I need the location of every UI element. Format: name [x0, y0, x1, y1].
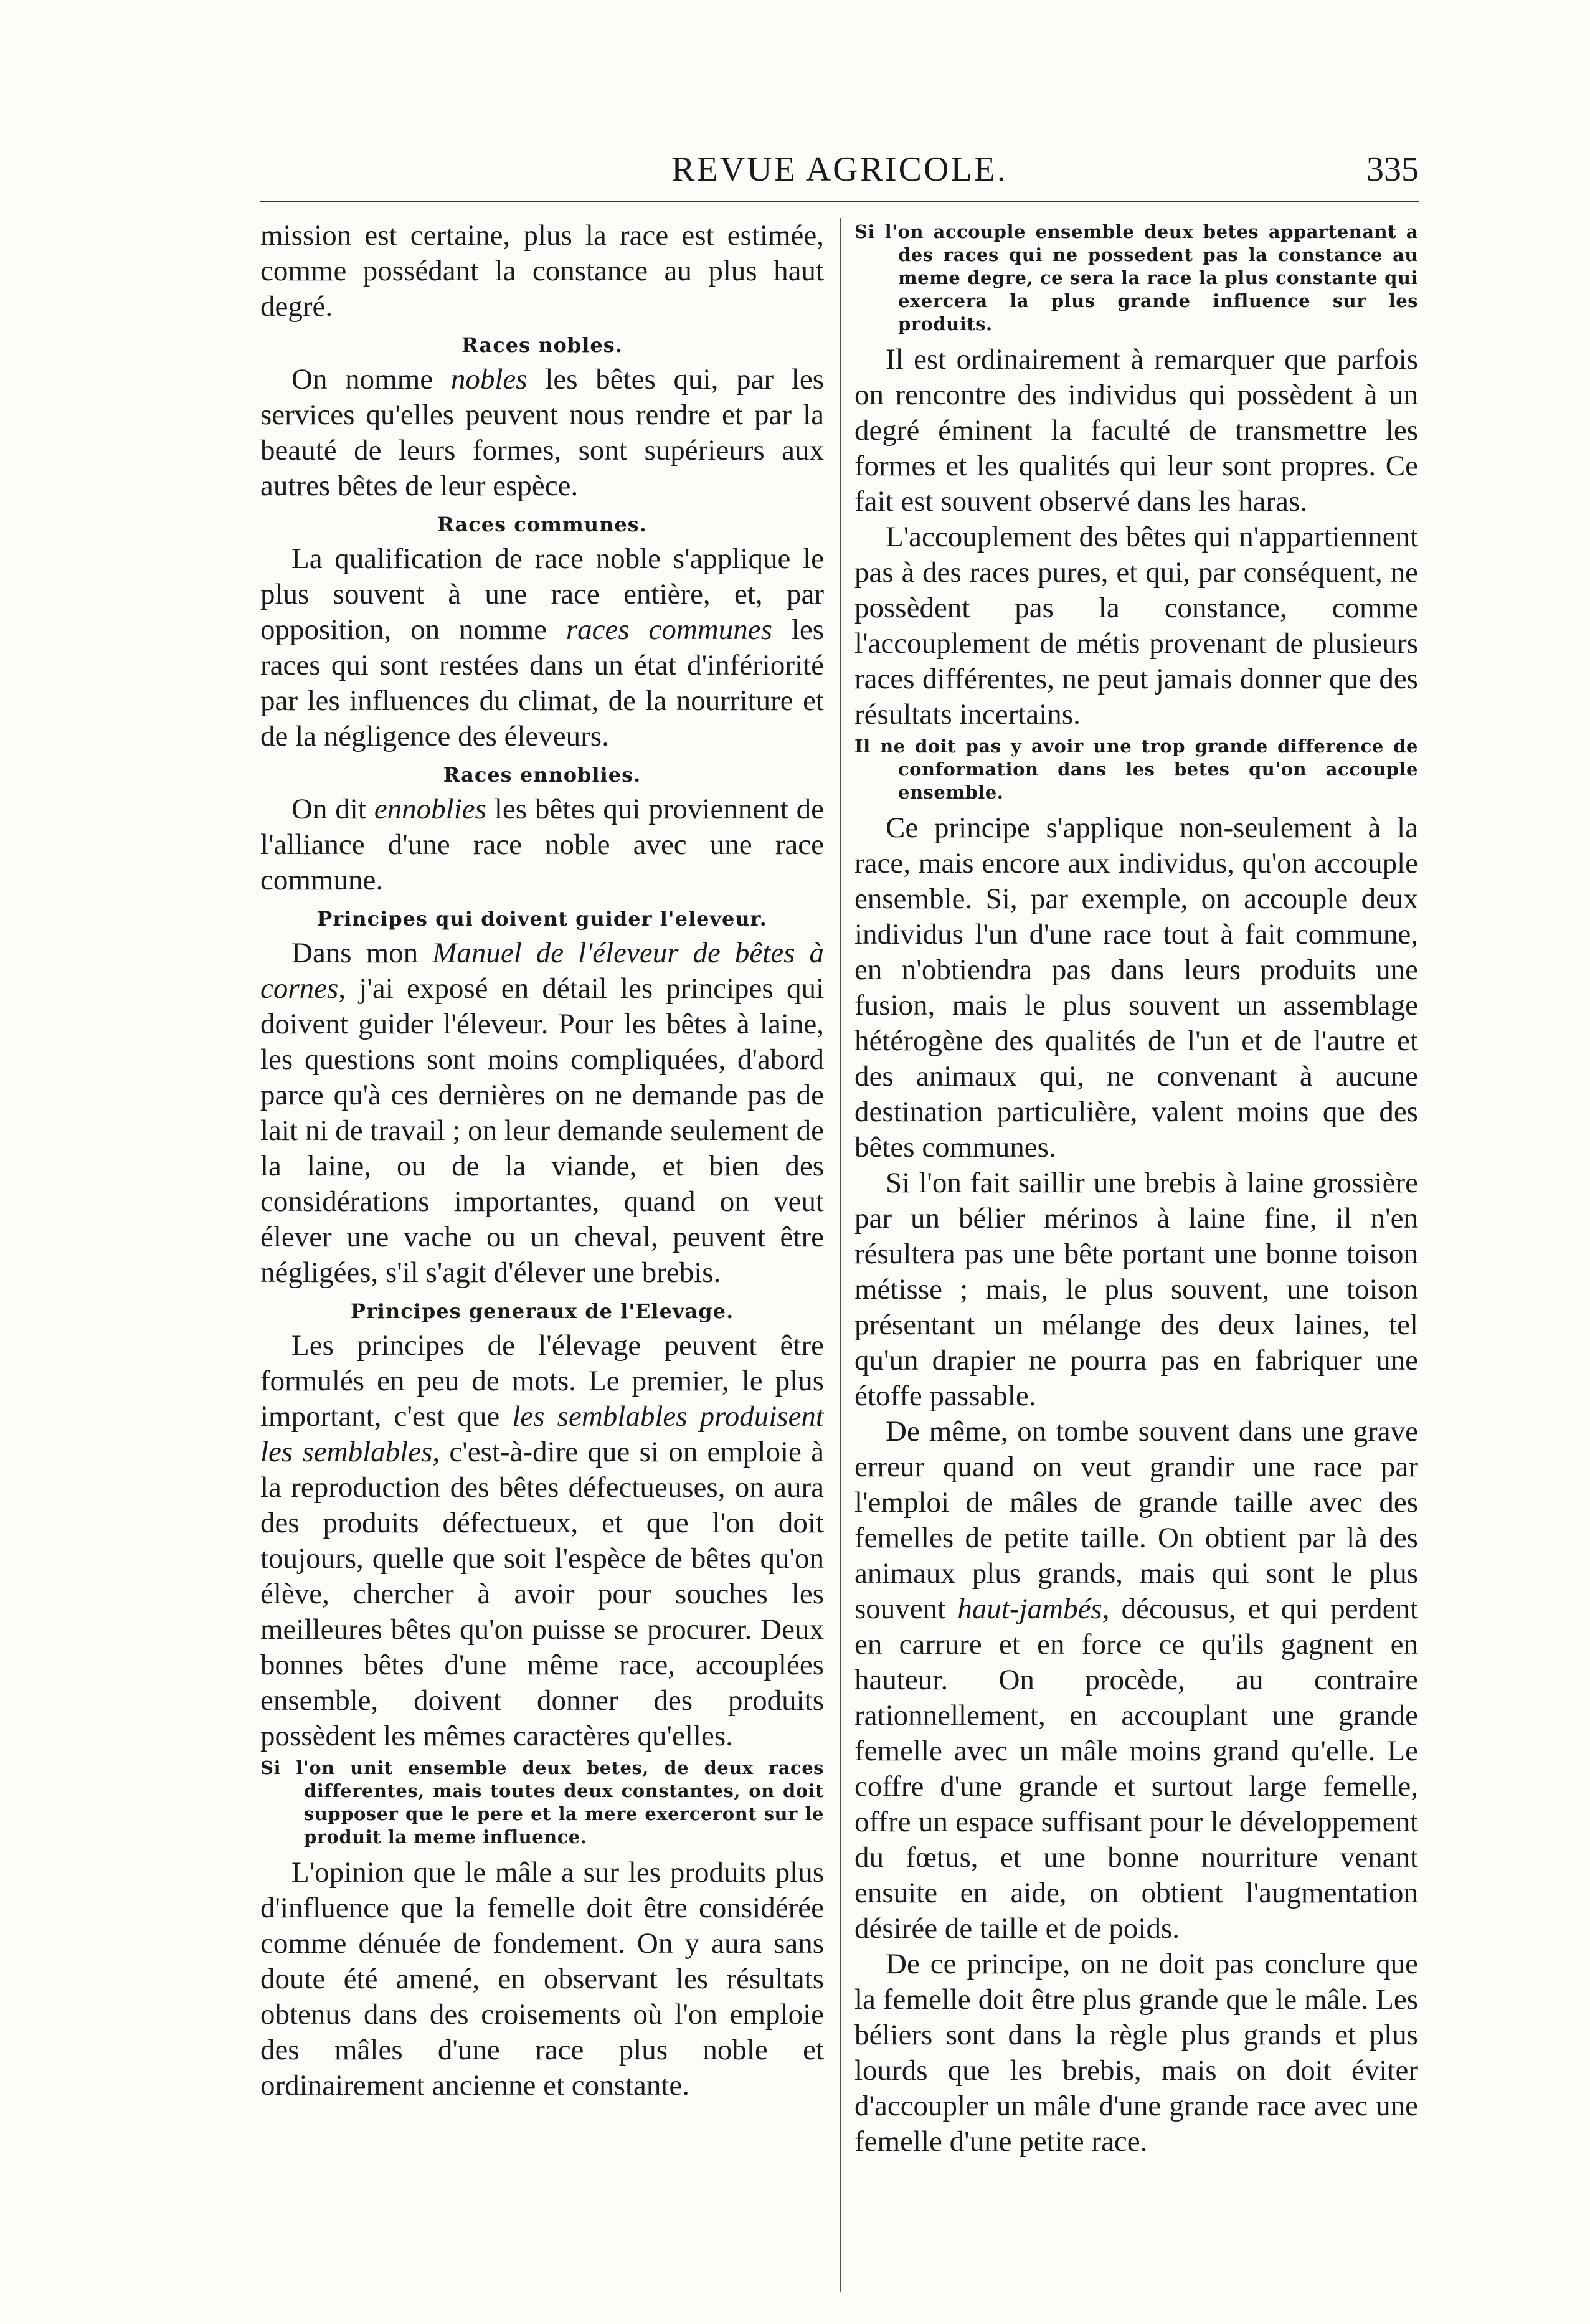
- emphasis: Manuel de l'éleveur de bêtes à cornes: [260, 937, 824, 1005]
- paragraph: De ce principe, on ne doit pas conclure que la femelle doit être plus grande que le mâle. Les béliers sont dans la règle plus grands et plus lourds que les brebis, mais on doit éviter d'accoupler un mâle d'une grande race avec une femelle d'une petite race.: [854, 1948, 1418, 2158]
- paragraph: L'opinion que le mâle a sur les produits plus d'influence que la femelle doit être considérée comme dénuée de fondement. On y aura sans doute été amené, en observant les résultats obtenus dans des croisements où l'on emploie des mâles d'une race plus noble et ordinairement ancienne et constante.: [260, 1856, 824, 2102]
- paragraph: Dans mon Manuel de l'éleveur de bêtes à cornes, j'ai exposé en détail les principes qui doivent guider l'éleveur. Pour les bêtes à laine, les questions sont moins compliquées, d'abord parce qu'à ces dernières on ne demande pas de lait ni de travail ; on leur demande seulement de la laine, ou de la viande, et bien des considérations importantes, quand on veut élever une vache ou un cheval, peuvent être négligées, s'il s'agit d'élever une brebis.: [260, 937, 824, 1289]
- paragraph: mission est certaine, plus la race est estimée, comme possédant la constance au plus haut degré.: [260, 219, 824, 323]
- emphasis: les semblables produisent les semblables: [260, 1400, 824, 1468]
- header-rule: [260, 201, 1419, 202]
- paragraph: Les principes de l'élevage peuvent être formulés en peu de mots. Le premier, le plus important, c'est que les semblables produisent les semblables, c'est-à-dire que si on emploie à la reproduction des bêtes défectueuses, on aura des produits défectueux, et que l'on doit toujours, quelle que soit l'espèce de bêtes qu'on élève, chercher à avoir pour souches les meilleures bêtes qu'on puisse se procurer. Deux bonnes bêtes d'une même race, accouplées ensemble, doivent donner des produits possèdent les mêmes caractères qu'elles.: [260, 1329, 824, 1752]
- emphasis: nobles: [450, 363, 528, 396]
- paragraph: Si l'on fait saillir une brebis à laine grossière par un bélier mérinos à laine fine, il n'en résultera pas une bête portant une bonne toison métisse ; mais, le plus souvent, une toison présentant un mélange des deux laines, tel qu'un drapier ne pourra pas en fabriquer une étoffe passable.: [854, 1167, 1418, 1412]
- section-heading: Races communes.: [437, 513, 647, 536]
- column-divider: [840, 218, 841, 2292]
- section-heading: Principes generaux de l'Elevage.: [350, 1299, 734, 1323]
- paragraph: La qualification de race noble s'applique le plus souvent à une race entière, et, par opposition, on nomme races communes les races qui sont restées dans un état d'infériorité par les influences du climat, de la nourriture et de la négligence des éleveurs.: [260, 543, 824, 752]
- section-heading: Races nobles.: [461, 333, 623, 357]
- left-column: [260, 218, 824, 2292]
- right-column: [854, 218, 1418, 2292]
- page-header: [260, 149, 1419, 193]
- paragraph: Ce principe s'applique non-seulement à la race, mais encore aux individus, qu'on accouple ensemble. Si, par exemple, on accouple deux individus l'un d'une race tout à fait commune, en n'obtiendra pas dans leurs produits une fusion, mais le plus souvent un assemblage hétérogène des qualités de l'un et de l'autre et des animaux qui, ne convenant à aucune destination particulière, valent moins que des bêtes communes.: [854, 812, 1418, 1164]
- emphasis: ennoblies: [374, 793, 486, 825]
- section-heading: Races ennoblies.: [443, 763, 641, 787]
- paragraph: On nomme nobles les bêtes qui, par les services qu'elles peuvent nous rendre et par la beauté de leurs formes, sont supérieurs aux autres bêtes de leur espèce.: [260, 363, 824, 502]
- emphasis: races communes: [565, 614, 772, 646]
- paragraph: L'accouplement des bêtes qui n'appartiennent pas à des races pures, et qui, par conséquent, ne possèdent pas la constance, comme l'accouplement de métis provenant de plusieurs races différentes, ne peut jamais donner que des résultats incertains.: [854, 521, 1418, 731]
- rule-note: Si l'on unit ensemble deux betes, de deux races differentes, mais toutes deux constantes, on doit supposer que le pere et la mere exerceront sur le produit la meme influence.: [260, 1757, 824, 1847]
- paragraph: On dit ennoblies les bêtes qui proviennent de l'alliance d'une race noble avec une race commune.: [260, 793, 824, 896]
- rule-note: Si l'on accouple ensemble deux betes appartenant a des races qui ne possedent pas la constance au meme degre, ce sera la race la plus constante qui exercera la plus grande influence sur les produits.: [854, 221, 1418, 334]
- paragraph: De même, on tombe souvent dans une grave erreur quand on veut grandir une race par l'emploi de mâles de grande taille avec des femelles de petite taille. On obtient par là des animaux plus grands, mais qui sont le plus souvent haut-jambés, décousus, et qui perdent en carrure et en force ce qu'ils gagnent en hauteur. On procède, au contraire rationnellement, en accouplant une grande femelle avec un mâle moins grand qu'elle. Le coffre d'une grande et surtout large femelle, offre un espace suffisant pour le développement du fœtus, et une bonne nourriture venant ensuite en aide, on obtient l'augmentation désirée de taille et de poids.: [854, 1415, 1418, 1945]
- emphasis: haut-jambés: [957, 1593, 1102, 1625]
- running-title: REVUE AGRICOLE.: [671, 150, 1008, 189]
- section-heading: Principes qui doivent guider l'eleveur.: [317, 907, 767, 931]
- paragraph: Il est ordinairement à remarquer que parfois on rencontre des individus qui possèdent à un degré éminent la faculté de transmettre les formes et les qualités qui leur sont propres. Ce fait est souvent observé dans les haras.: [854, 343, 1418, 518]
- rule-note: Il ne doit pas y avoir une trop grande difference de conformation dans les betes qu'on accouple ensemble.: [854, 736, 1418, 803]
- page-number: 335: [1366, 150, 1419, 189]
